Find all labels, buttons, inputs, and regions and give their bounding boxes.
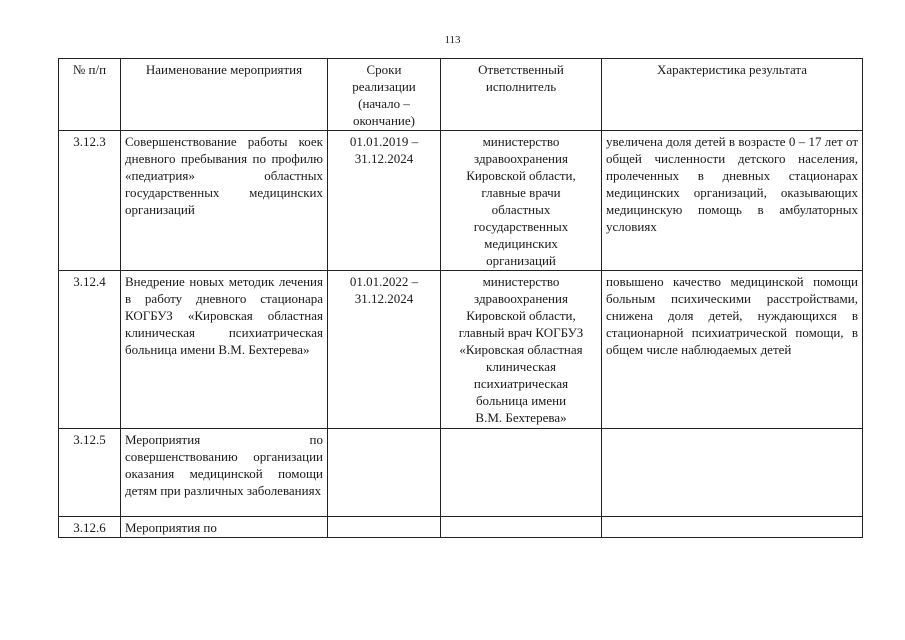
header-responsible: Ответственный исполнитель (441, 59, 602, 131)
row-responsible: министерство здравоохранения Кировской области, главные врачи областных государственных медицинских организаций (441, 131, 602, 271)
row-responsible (441, 429, 602, 517)
header-term: Сроки реализации (начало – окончание) (328, 59, 441, 131)
row-result (602, 429, 863, 517)
table-header-row (59, 59, 863, 131)
row-name: Мероприятия по (121, 517, 328, 538)
row-num: 3.12.5 (59, 429, 121, 517)
header-result: Характеристика результата (602, 59, 863, 131)
header-num: № п/п (59, 59, 121, 131)
row-name: Мероприятия по совершенствованию организации оказания медицинской помощи детям при различных заболеваниях (121, 429, 328, 517)
row-term (328, 429, 441, 517)
row-responsible (441, 517, 602, 538)
row-responsible: министерство здравоохранения Кировской области, главный врач КОГБУЗ «Кировская областная клиническая психиатрическая больница имени В.М. Бехтерева» (441, 271, 602, 429)
row-num: 3.12.6 (59, 517, 121, 538)
row-term (328, 517, 441, 538)
table-row (59, 517, 863, 538)
row-result (602, 517, 863, 538)
row-term: 01.01.2022 – 31.12.2024 (328, 271, 441, 429)
measures-table (58, 58, 863, 538)
table-row (59, 429, 863, 517)
header-name: Наименование мероприятия (121, 59, 328, 131)
table-row (59, 131, 863, 271)
table-row (59, 271, 863, 429)
page-number: 113 (444, 34, 461, 46)
row-name: Внедрение новых методик лечения в работу дневного стационара КОГБУЗ «Кировская областная клиническая психиатрическая больница имени В.М. Бехтерева» (121, 271, 328, 429)
row-term: 01.01.2019 – 31.12.2024 (328, 131, 441, 271)
row-result: увеличена доля детей в возрасте 0 – 17 лет от общей численности детского населения, пролеченных в дневных стационарах медицинских организаций, оказывающих медицинскую помощь в амбулаторных условиях (602, 131, 863, 271)
row-num: 3.12.3 (59, 131, 121, 271)
row-result: повышено качество медицинской помощи больным психическими расстройствами, снижена доля детей, нуждающихся в стационарной психиатрической помощи, в общем числе наблюдаемых детей (602, 271, 863, 429)
row-name: Совершенствование работы коек дневного пребывания по профилю «педиатрия» областных государственных медицинских организаций (121, 131, 328, 271)
row-num: 3.12.4 (59, 271, 121, 429)
